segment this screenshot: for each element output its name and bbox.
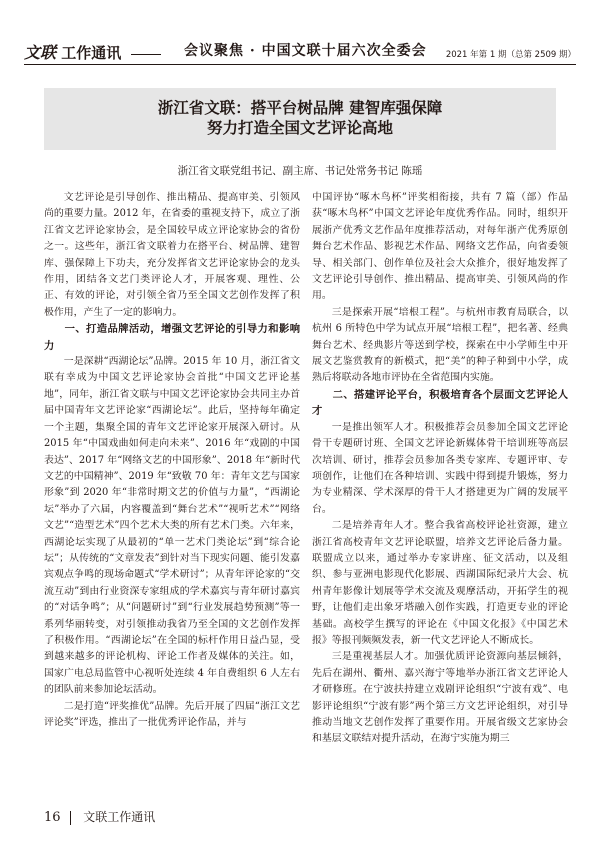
left-column <box>44 190 300 731</box>
body-paragraph: 中国评协“啄木鸟杯”评奖相衔接，共有 7 篇（部）作品获“啄木鸟杯”中国文艺评论年度优秀作品。同时，组织开展浙产优秀文艺作品年度推荐活动，对每年浙产优秀原创舞台艺术作品、影视艺术作品、网络文艺作品，向省委领导、相关部门、创作单位及社会大众推介，很好地发挥了文艺评论引导创作、推出精品、提高审美、引领风尚的作用。 <box>312 192 568 302</box>
article-title-line2: 努力打造全国文艺评论高地 <box>206 118 393 137</box>
publication-logo <box>24 40 161 63</box>
article-author: 浙江省文联党组书记、副主席、书记处常务书记 陈瑶 <box>177 165 423 177</box>
header-divider <box>24 64 576 65</box>
page-footer <box>44 808 155 825</box>
body-paragraph: 三是探索开展“培根工程”。与杭州市教育局联合，以杭州 6 所特色中学为试点开展“培根工程”，把名著、经典舞台艺术、经典影片等送到学校，探索在中小学师生中开展文艺鉴赏教育的新模式，把“美”的种子种到中小学，成熟后将联动各地市评协在全省范围内实施。 <box>312 306 568 384</box>
body-paragraph: 三是重视基层人才。加强优质评论资源向基层倾斜，先后在湖州、衢州、嘉兴海宁等地举办浙江省文艺评论人才研修班。在宁波扶持建立戏剧评论组织“宁波有戏”、电影评论组织“宁波有影”两个第三方文艺评论组织，对引导推动当地文艺创作发挥了重要作用。开展省级文艺家协会和基层文联结对提升活动，在海宁实施为期三 <box>312 651 568 745</box>
body-paragraph: 一是推出领军人才。积极推荐会员参加全国文艺评论骨干专题研讨班、全国文艺评论新媒体骨干培训班等高层次培训、研讨，推荐会员参加各类专家库、专题评审、专项创作，让他们在各种培训、实践中得到提升锻炼，努力为专业精深、学术深厚的骨干人才搭建更为广阔的发展平台。 <box>312 421 568 515</box>
article-title <box>44 88 556 138</box>
body-paragraph: 一是深耕“西湖论坛”品牌。2015 年 10 月，浙江省文联有幸成为中国文艺评论家协会首批“中国文艺评论基地”，同年，浙江省文联与中国文艺评论家协会共同主办首届中国青年文艺评论家“西湖论坛”。此后，坚持每年确定一个主题，集聚全国的青年文艺评论家开展深入研讨。从 2015 年“中国戏曲如何走向未来”、2016 年“戏剧的中国表达”、2017 年“网络文艺的中国形象”、2018 年“新时代文艺的中国精神”、2019 年“致敬 70 年：青年文艺与国家形象”到 2020 年“非常时期文艺的价值与力量”，“西湖论坛”举办了六届，内容覆盖到“舞台艺术”“视听艺术”“网络文艺”“造型艺术”四个艺术大类的所有艺术门类。六年来，西湖论坛实现了从最初的“单一艺术门类论坛”到“综合论坛”；从传统的“文章发表”到针对当下现实问题、能引发嘉宾观点争鸣的现场命题式“学术研讨”；从青年评论家的“交流互动”到由行业资深专家组成的学术嘉宾与青年研讨嘉宾的“对话争鸣”；从“问题研讨”到“行业发展趋势预测”等一系列华丽转变，对引领推动我省乃至全国的文艺创作发挥了积极作用。“西湖论坛”在全国的标杆作用日益凸显，受到越来越多的评论机构、评论工作者及媒体的关注。如，国家广电总局监管中心视听处连续 4 年自费组织 6 人左右的团队前来参加论坛活动。 <box>44 356 300 696</box>
right-column <box>312 190 568 748</box>
page-header <box>24 38 576 64</box>
logo-mark: 文联 <box>24 43 57 62</box>
section-heading: 一、打造品牌活动，增强文艺评论的引导力和影响力 <box>44 323 300 352</box>
page-number: 16 <box>44 810 61 825</box>
article-title-line1: 浙江省文联：搭平台树品牌 建智库强保障 <box>157 98 443 117</box>
logo-rule <box>131 54 161 55</box>
article-title-box <box>44 88 556 150</box>
body-paragraph: 二是培养青年人才。整合我省高校评论社资源，建立浙江省高校青年文艺评论联盟，培养文艺评论后备力量。联盟成立以来，通过举办专家讲座、征文活动，以及组织、参与亚洲电影现代化影展、西湖国际纪录片大会、杭州青年影像计划展等学术交流及观摩活动，开拓学生的视野，让他们走出象牙塔融入创作实践，打造更专业的评论基础。高校学生撰写的评论在《中国文化报》《中国艺术报》等报刊频频发表，新一代文艺评论人不断成长。 <box>312 520 568 646</box>
footer-divider <box>70 811 71 825</box>
footer-publication: 文联工作通讯 <box>83 810 156 824</box>
body-paragraph: 文艺评论是引导创作、推出精品、提高审美、引领风尚的重要力量。2012 年，在省委的重视支持下，成立了浙江省文艺评论家协会，是全国较早成立评论家协会的省份之一。这些年，浙江省文联着力在搭平台、树品牌、建智库、强保障上下功夫，充分发挥省文艺评论家协会的龙头作用，团结各文艺门类评论人才，开展客观、理性、公正、有效的评论，对引领全省乃至全国文艺创作发挥了积极作用，产生了一定的影响力。 <box>44 192 300 318</box>
body-paragraph: 二是打造“评奖推优”品牌。先后开展了四届“浙江文艺评论奖”评选，推出了一批优秀评论作品，并与 <box>44 700 300 728</box>
logo-suffix: 工作通讯 <box>61 44 122 62</box>
section-heading: 二、搭建评论平台，积极培育各个层面文艺评论人才 <box>312 388 568 418</box>
section-title: 会议聚焦 · 中国文联十届六次全委会 <box>184 43 427 59</box>
issue-number: 2021 年第 1 期（总第 2509 期） <box>445 50 576 60</box>
